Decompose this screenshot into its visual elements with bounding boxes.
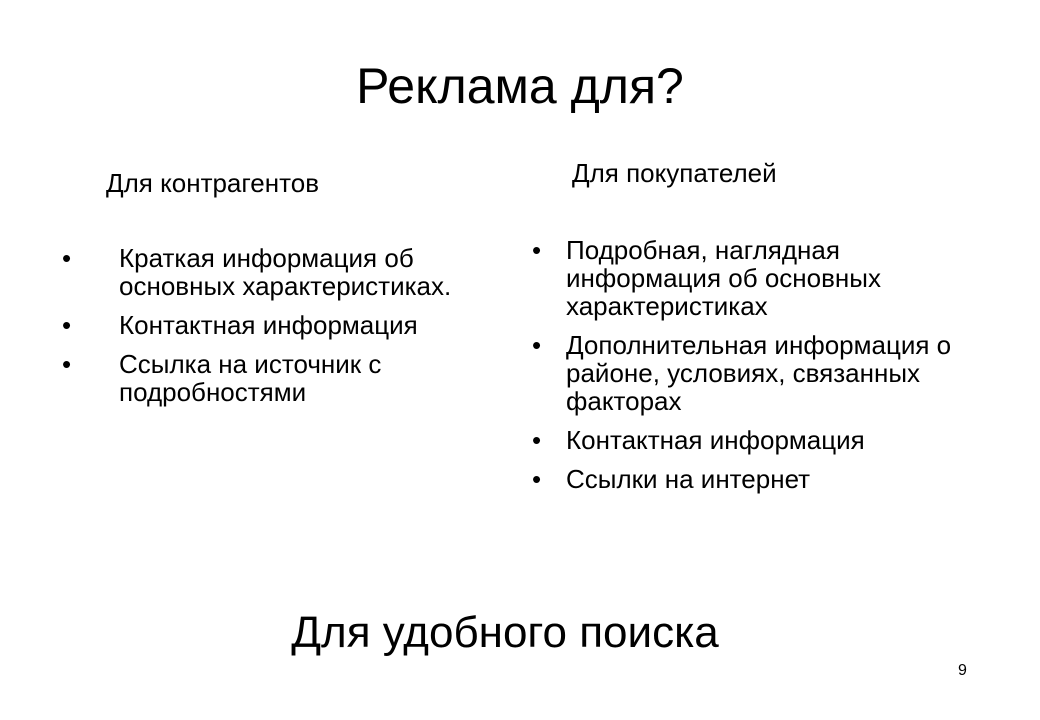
list-item xyxy=(60,244,490,300)
list-item xyxy=(530,465,970,493)
bullet-icon: • xyxy=(62,310,72,340)
slide-title: Реклама для? xyxy=(356,58,684,114)
list-item-text: Дополнительная информация о районе, условиях, связанных факторах xyxy=(566,330,952,416)
list-item xyxy=(60,350,490,406)
left-column-heading: Для контрагентов xyxy=(106,168,320,198)
bottom-statement: Для удобного поиска xyxy=(291,608,719,657)
list-item-text: Ссылки на интернет xyxy=(566,464,811,494)
page-number: 9 xyxy=(958,662,967,679)
right-column-heading: Для покупателей xyxy=(572,158,777,188)
bullet-icon: • xyxy=(62,243,72,273)
list-item xyxy=(530,236,970,320)
list-item-text: Подробная, наглядная информация об основных характеристиках xyxy=(566,235,881,321)
list-item-text: Краткая информация об основных характеристиках. xyxy=(119,243,452,301)
list-item-text: Ссылка на источник с подробностями xyxy=(119,349,382,407)
list-item-text: Контактная информация xyxy=(119,310,418,340)
list-item xyxy=(530,331,970,415)
bullet-icon: • xyxy=(532,330,542,360)
bullet-icon: • xyxy=(532,425,542,455)
list-item xyxy=(60,311,490,339)
bullet-icon: • xyxy=(532,464,542,494)
bullet-icon: • xyxy=(62,349,72,379)
list-item-text: Контактная информация xyxy=(566,425,865,455)
right-bullet-list xyxy=(530,236,970,504)
list-item xyxy=(530,426,970,454)
bullet-icon: • xyxy=(532,235,542,265)
left-bullet-list xyxy=(60,244,490,417)
